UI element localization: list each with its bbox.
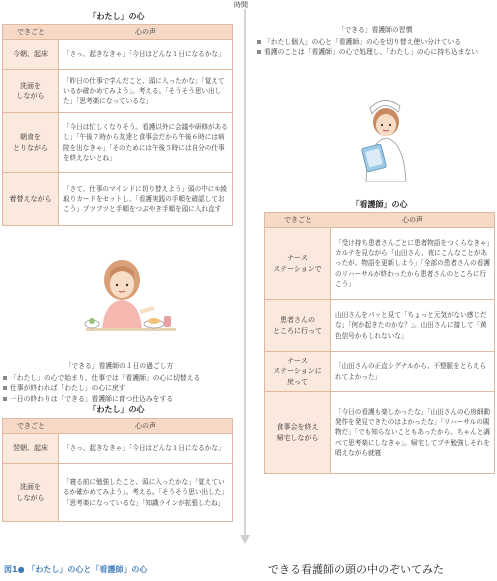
table-header xyxy=(265,213,494,227)
list-item: 「わたし」の心で始まり、仕事では「看護師」の心に切替える xyxy=(2,373,236,384)
when-cell: 洗面を しながら xyxy=(3,464,59,521)
woman-eating-illustration xyxy=(84,258,176,340)
voice-cell: 「さっ、起きなきゃ」「今日はどんな１日になるかな」 xyxy=(63,50,225,59)
nurse-illustration xyxy=(356,98,418,182)
nurse-table xyxy=(264,212,495,474)
table-row xyxy=(3,39,232,69)
list-item: 「わたし個人」の心と「看護師」の心を切り替え使い分けている xyxy=(256,37,494,48)
table-row xyxy=(265,227,494,299)
col-when-header: できごと xyxy=(284,216,312,224)
voice-cell: 「今日の看護も楽しかったな」「山田さんの心房細動発作を発見できたのはよかったな」「リハーサルの賜物だ」「でも知らないこともあったから、ちゃんと調べて思考楽にしなきゃ」。帰宅してブチ勉強しそれを唱えながら就寝 xyxy=(335,407,490,457)
col-when-header: できごと xyxy=(17,28,45,36)
when-cell: 今朝、起床 xyxy=(3,40,59,69)
table-row xyxy=(3,433,232,463)
figure-caption: 図1● 「わたし」の心と「看護師」の心 xyxy=(4,565,148,574)
voice-cell: 「さて、仕事のマインドに切り替えよう」頭の中に①綾取りカードをセットし、「看護実践の手順を確認しておこう」ブツブツと手順をつぶやき手順を頭に入れ直す xyxy=(63,184,227,214)
timeline-label: 時間 xyxy=(234,1,248,9)
list-item: 一日の終わりは「できる」看護師に育つ仕込みをする xyxy=(2,394,236,405)
table-row xyxy=(265,391,494,473)
voice-cell: 「寝る前に勉強したこと、頭に入ったかな」「覚えているか確かめてみよう」。考える。「そうそう思い出した」「思考楽になっているな」「知識ラインが拡張したね」 xyxy=(63,478,228,507)
table-row xyxy=(265,299,494,351)
table-header xyxy=(3,25,232,39)
voice-cell: 「今日は忙しくなりそう。看護以外に会議や研修があるし」「午後７時から友達と食事会だから午後６時には病院を出なきゃ」「そのためには午後５時には自分の仕事を終えないとね」 xyxy=(63,123,228,162)
when-cell: 洗面を しながら xyxy=(3,70,59,112)
table-row xyxy=(265,351,494,391)
when-cell: ナース ステーションに 戻って xyxy=(265,352,331,391)
howto-title: 「できる」看護師の１日の過ごし方 xyxy=(64,362,174,370)
list-item: 看護のことは「看護師」の心で処理し、「わたし」の心に持ち込まない xyxy=(256,47,494,58)
timeline-line xyxy=(244,9,246,537)
when-cell: 食事会を終え 帰宅しながら xyxy=(265,392,331,473)
voice-cell: 山田さんをパッと見て「ちょっと元気がない感じだな」「何か起きたのかな？」。山田さんに接して「黄色信号かもしれないな」 xyxy=(335,311,487,340)
list-item: 仕事が終われば「わたし」の心に戻す xyxy=(2,383,236,394)
when-cell: 患者さんの ところに行って xyxy=(265,300,331,351)
col-voice-header: 心の声 xyxy=(402,216,423,224)
table-row xyxy=(3,69,232,112)
table-row xyxy=(3,112,232,172)
table-row xyxy=(3,172,232,225)
timeline-arrow xyxy=(241,9,249,549)
voice-cell: 「受け持ち患者さんごとに患者物語をつくらなきゃ」カルテを見ながら「山田さん、夜にこんなことがあったが、物語を更新しよう」「全部の患者さんの看護のリハーサルが終わったから患者さんのところに行こう」 xyxy=(335,238,490,288)
habits-note xyxy=(256,25,494,58)
arrow-down-icon xyxy=(240,535,250,544)
watashi-bottom-title: 「わたし」の心 xyxy=(88,405,145,414)
when-cell: 翌朝、起床 xyxy=(3,434,59,463)
voice-cell: 「さっ、起きなきゃ」「今日はどんな１日になるかな」 xyxy=(63,444,225,453)
watashi-top-table xyxy=(2,24,233,226)
howto-note xyxy=(2,361,236,404)
nurse-title: 「看護師」の心 xyxy=(351,200,408,209)
when-cell: ナース ステーションで xyxy=(265,228,331,299)
col-when-header: できごと xyxy=(17,422,45,430)
voice-cell: 「山田さんの正直シグナルから、不整脈をとらえられてよかった」 xyxy=(335,362,487,381)
habits-title: 「できる」看護師の習慣 xyxy=(337,26,413,34)
when-cell: 着替えながら xyxy=(3,173,59,225)
watashi-bottom-table xyxy=(2,418,233,522)
footer-title: できる看護師の頭の中のぞいてみた xyxy=(268,563,444,576)
col-voice-header: 心の声 xyxy=(135,28,156,36)
voice-cell: 「昨日の仕事で学んだこと、頭に入ったかな」「覚えているか確かめてみよう」。考える。「そうそう思い出した」「思考楽になっているな」 xyxy=(63,76,225,106)
table-row xyxy=(3,463,232,521)
table-header xyxy=(3,419,232,433)
watashi-top-title: 「わたし」の心 xyxy=(88,12,145,21)
col-voice-header: 心の声 xyxy=(135,422,156,430)
when-cell: 朝食を とりながら xyxy=(3,113,59,172)
